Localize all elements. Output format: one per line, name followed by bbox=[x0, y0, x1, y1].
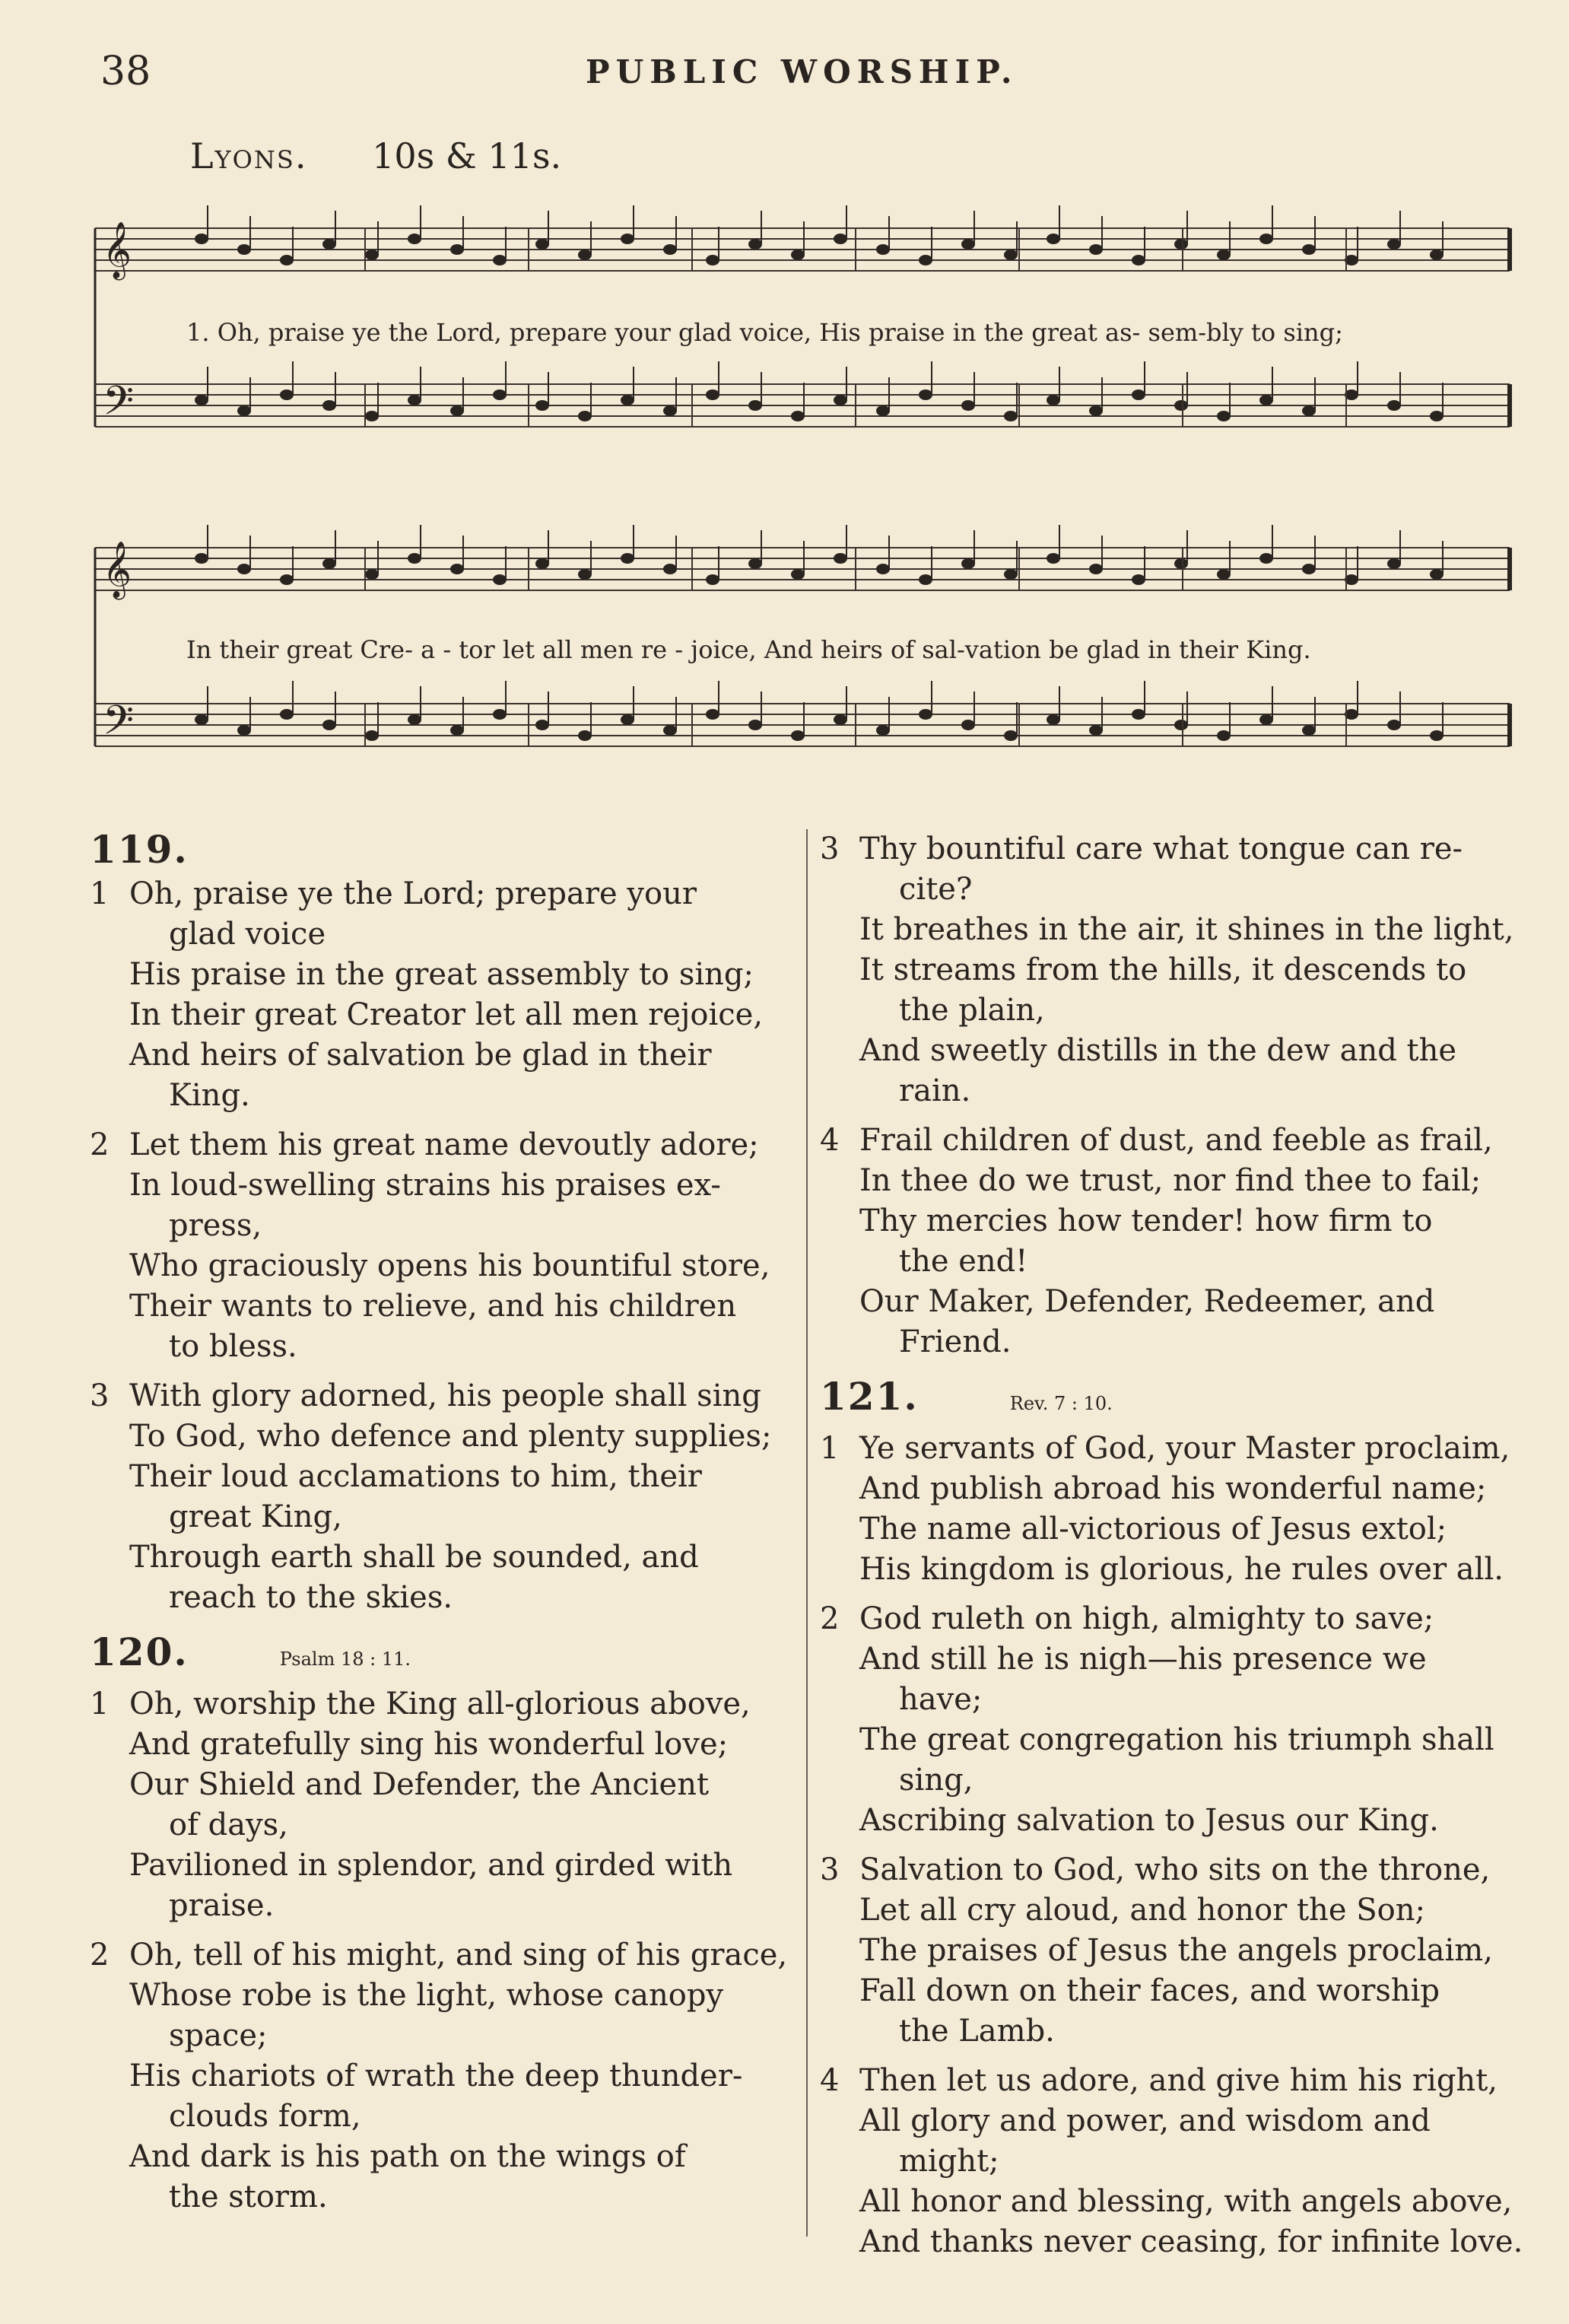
note-head bbox=[791, 250, 805, 260]
tune-meter: 10s & 11s. bbox=[372, 135, 562, 176]
stanza-line: glad voice bbox=[169, 917, 326, 952]
stanza bbox=[820, 1121, 1523, 1362]
stanza-line: And publish abroad his wonderful name; bbox=[859, 1471, 1487, 1506]
note-head bbox=[1004, 250, 1018, 260]
note-head bbox=[1387, 558, 1401, 569]
note-head bbox=[834, 234, 847, 244]
note-head bbox=[1132, 574, 1145, 585]
stanza-line: cite? bbox=[899, 872, 973, 907]
stanza-line: In loud-swelling strains his praises ex- bbox=[129, 1168, 721, 1203]
note-head bbox=[408, 553, 421, 564]
note-head bbox=[876, 564, 890, 574]
note-head bbox=[1430, 250, 1444, 260]
stanza-line bbox=[90, 1684, 797, 1725]
stanza-line: Thy mercies how tender! how firm to bbox=[859, 1203, 1433, 1238]
note-head bbox=[1259, 234, 1273, 244]
line-text: Frail children of dust, and feeble as frail, bbox=[859, 1123, 1493, 1158]
stanza bbox=[820, 829, 1523, 1111]
stanza-line: might; bbox=[899, 2144, 999, 2179]
stanza-line: Their wants to relieve, and his children bbox=[129, 1289, 737, 1324]
note-head bbox=[195, 714, 208, 725]
note-head bbox=[450, 564, 464, 574]
stanza-line: The name all-victorious of Jesus extol; bbox=[859, 1512, 1447, 1547]
stanza bbox=[90, 1684, 797, 1926]
stanza-line bbox=[90, 1125, 797, 1165]
page-number: 38 bbox=[100, 49, 151, 94]
note-head bbox=[1004, 569, 1018, 580]
bass-clef: 𝄢 bbox=[103, 698, 135, 754]
note-head bbox=[493, 389, 507, 400]
note-head bbox=[663, 244, 677, 255]
line-text: Let them his great name devoutly adore; bbox=[129, 1127, 759, 1162]
note-head bbox=[1089, 725, 1103, 736]
stanza-line: space; bbox=[169, 2018, 268, 2053]
note-head bbox=[365, 250, 379, 260]
line-text: God ruleth on high, almighty to save; bbox=[859, 1601, 1434, 1636]
note-head bbox=[621, 234, 634, 244]
stanza-line: to bless. bbox=[169, 1329, 297, 1364]
scripture-reference: Rev. 7 : 10. bbox=[1009, 1393, 1113, 1414]
note-head bbox=[748, 720, 762, 730]
note-head bbox=[195, 395, 208, 405]
stanza-line: It breathes in the air, it shines in the light, bbox=[859, 912, 1514, 947]
note-head bbox=[834, 553, 847, 564]
stanza-line: Who graciously opens his bountiful store, bbox=[129, 1248, 770, 1283]
note-head bbox=[1302, 725, 1316, 736]
note-head bbox=[1089, 244, 1103, 255]
note-head bbox=[919, 709, 932, 720]
stanza-line: And sweetly distills in the dew and the bbox=[859, 1033, 1457, 1068]
note-head bbox=[621, 395, 634, 405]
note-head bbox=[408, 234, 421, 244]
column-divider bbox=[806, 829, 808, 2237]
note-head bbox=[237, 564, 251, 574]
stanza-line: His kingdom is glorious, he rules over all. bbox=[859, 1552, 1504, 1587]
note-head bbox=[322, 558, 336, 569]
lyric-line-2: In their great Cre- a - tor let all men re - joice, And heirs of sal-vation be glad in their King. bbox=[186, 635, 1311, 664]
stanza-line: All honor and blessing, with angels above, bbox=[859, 2184, 1513, 2219]
note-head bbox=[450, 725, 464, 736]
note-head bbox=[195, 234, 208, 244]
stanza-line: Whose robe is the light, whose canopy bbox=[129, 1978, 724, 2013]
stanza-line: reach to the skies. bbox=[169, 1580, 453, 1615]
note-head bbox=[1217, 250, 1231, 260]
note-head bbox=[1174, 720, 1188, 730]
stanza-line: Let all cry aloud, and honor the Son; bbox=[859, 1893, 1425, 1928]
stanza-number: 3 bbox=[90, 1378, 110, 1413]
note-head bbox=[791, 730, 805, 741]
note-head bbox=[663, 564, 677, 574]
stanza-line: rain. bbox=[899, 1073, 971, 1108]
stanza-line: His praise in the great assembly to sing; bbox=[129, 957, 754, 992]
note-head bbox=[1132, 255, 1145, 265]
note-head bbox=[876, 405, 890, 416]
note-head bbox=[408, 714, 421, 725]
stanza-number: 1 bbox=[90, 1687, 110, 1722]
note-head bbox=[706, 574, 719, 585]
text-column-right bbox=[820, 829, 1523, 2276]
line-text: With glory adorned, his people shall sing bbox=[129, 1378, 761, 1413]
treble-clef: 𝄞 bbox=[103, 222, 132, 278]
note-head bbox=[578, 250, 592, 260]
stanza-line: press, bbox=[169, 1208, 262, 1243]
note-head bbox=[1430, 730, 1444, 741]
stanza-line bbox=[820, 1121, 1523, 1161]
stanza-number: 1 bbox=[820, 1431, 840, 1466]
note-head bbox=[408, 395, 421, 405]
note-head bbox=[322, 720, 336, 730]
note-head bbox=[1259, 395, 1273, 405]
note-head bbox=[1174, 558, 1188, 569]
note-head bbox=[1004, 411, 1018, 421]
line-text: Salvation to God, who sits on the throne, bbox=[859, 1852, 1491, 1887]
stanza bbox=[90, 874, 797, 1116]
hymn-121 bbox=[820, 1376, 1523, 2262]
stanza-line: And thanks never ceasing, for infinite love. bbox=[859, 2224, 1523, 2259]
text-column-left bbox=[90, 829, 797, 2231]
bass-clef: 𝄢 bbox=[103, 378, 135, 434]
note-head bbox=[706, 255, 719, 265]
music-system-2 bbox=[0, 502, 1569, 822]
note-head bbox=[919, 255, 932, 265]
note-head bbox=[450, 405, 464, 416]
scripture-reference: Psalm 18 : 11. bbox=[279, 1648, 411, 1670]
stanza-line: the storm. bbox=[169, 2179, 328, 2214]
stanza-line: of days, bbox=[169, 1807, 288, 1842]
note-head bbox=[834, 714, 847, 725]
hymn-120-continued bbox=[820, 829, 1523, 1362]
note-head bbox=[535, 720, 549, 730]
stanza-number: 2 bbox=[820, 1601, 840, 1636]
note-head bbox=[621, 714, 634, 725]
note-head bbox=[1259, 714, 1273, 725]
note-head bbox=[876, 725, 890, 736]
stanza-line: And dark is his path on the wings of bbox=[129, 2139, 686, 2174]
hymn-header bbox=[90, 1629, 797, 1680]
stanza bbox=[90, 1376, 797, 1618]
stanza-number: 2 bbox=[90, 1938, 110, 1973]
stanza-line: Our Shield and Defender, the Ancient bbox=[129, 1767, 710, 1802]
note-head bbox=[748, 400, 762, 411]
stanza-line: the plain, bbox=[899, 993, 1045, 1028]
note-head bbox=[1430, 411, 1444, 421]
note-head bbox=[450, 244, 464, 255]
stanza bbox=[820, 1599, 1523, 1841]
note-head bbox=[280, 574, 294, 585]
note-head bbox=[1430, 569, 1444, 580]
hymn-number: 119. bbox=[90, 827, 189, 872]
stanza-line: And still he is nigh—his presence we bbox=[859, 1642, 1427, 1677]
tune-heading bbox=[190, 135, 561, 176]
stanza-line: King. bbox=[169, 1078, 250, 1113]
note-head bbox=[748, 558, 762, 569]
note-head bbox=[706, 389, 719, 400]
note-head bbox=[535, 400, 549, 411]
note-head bbox=[237, 725, 251, 736]
stanza-number: 3 bbox=[820, 1852, 840, 1887]
stanza-line: have; bbox=[899, 1682, 983, 1717]
note-head bbox=[365, 411, 379, 421]
stanza-line: Ascribing salvation to Jesus our King. bbox=[859, 1803, 1439, 1838]
stanza-line: To God, who defence and plenty supplies; bbox=[129, 1419, 772, 1454]
note-head bbox=[535, 558, 549, 569]
note-head bbox=[280, 255, 294, 265]
line-text: Oh, tell of his might, and sing of his grace, bbox=[129, 1938, 788, 1973]
note-head bbox=[237, 244, 251, 255]
note-head bbox=[748, 239, 762, 250]
stanza-line: Friend. bbox=[899, 1324, 1012, 1359]
note-head bbox=[1047, 234, 1060, 244]
stanza-line bbox=[820, 1850, 1523, 1890]
note-head bbox=[1174, 400, 1188, 411]
stanza-line: Our Maker, Defender, Redeemer, and bbox=[859, 1284, 1435, 1319]
note-head bbox=[791, 569, 805, 580]
note-head bbox=[493, 255, 507, 265]
note-head bbox=[1217, 411, 1231, 421]
note-head bbox=[578, 569, 592, 580]
note-head bbox=[535, 239, 549, 250]
note-head bbox=[1302, 564, 1316, 574]
stanza-number: 2 bbox=[90, 1127, 110, 1162]
note-head bbox=[1174, 239, 1188, 250]
lyric-line-1: 1. Oh, praise ye the Lord, prepare your glad voice, His praise in the great as- sem-bly to sing; bbox=[186, 318, 1343, 347]
note-head bbox=[365, 569, 379, 580]
note-head bbox=[1132, 709, 1145, 720]
note-head bbox=[1047, 714, 1060, 725]
note-head bbox=[578, 730, 592, 741]
stanza-line bbox=[90, 874, 797, 914]
stanza-line: Through earth shall be sounded, and bbox=[129, 1540, 699, 1575]
line-text: Oh, praise ye the Lord; prepare your bbox=[129, 876, 697, 911]
note-head bbox=[834, 395, 847, 405]
note-head bbox=[1302, 405, 1316, 416]
note-head bbox=[1217, 730, 1231, 741]
stanza-line bbox=[820, 829, 1523, 870]
note-head bbox=[919, 389, 932, 400]
note-head bbox=[322, 400, 336, 411]
note-head bbox=[1259, 553, 1273, 564]
stanza-line: The praises of Jesus the angels proclaim, bbox=[859, 1933, 1493, 1968]
note-head bbox=[1387, 720, 1401, 730]
stanza-line bbox=[820, 1429, 1523, 1469]
hymn-number: 120. bbox=[90, 1629, 189, 1674]
note-head bbox=[493, 709, 507, 720]
stanza bbox=[820, 2061, 1523, 2262]
line-text: Ye servants of God, your Master proclaim, bbox=[859, 1431, 1510, 1466]
stanza bbox=[820, 1429, 1523, 1590]
stanza-line: In thee do we trust, nor find thee to fail; bbox=[859, 1163, 1482, 1198]
note-head bbox=[237, 405, 251, 416]
running-title: PUBLIC WORSHIP. bbox=[586, 53, 1018, 91]
note-head bbox=[322, 239, 336, 250]
hymn-120 bbox=[90, 1629, 797, 2217]
stanza-line: Pavilioned in splendor, and girded with bbox=[129, 1848, 733, 1883]
note-head bbox=[961, 558, 975, 569]
note-head bbox=[663, 725, 677, 736]
stanza-line bbox=[90, 1376, 797, 1416]
note-head bbox=[791, 411, 805, 421]
stanza-line: Fall down on their faces, and worship bbox=[859, 1973, 1440, 2008]
stanza-number: 4 bbox=[820, 1123, 840, 1158]
note-head bbox=[706, 709, 719, 720]
note-head bbox=[365, 730, 379, 741]
stanza-line: In their great Creator let all men rejoice, bbox=[129, 997, 764, 1032]
note-head bbox=[280, 389, 294, 400]
tune-name: Lyons. bbox=[190, 135, 308, 176]
stanza-number: 3 bbox=[820, 831, 840, 866]
stanza-line: clouds form, bbox=[169, 2099, 361, 2134]
stanza bbox=[90, 1125, 797, 1367]
note-head bbox=[1004, 730, 1018, 741]
stanza-line: Their loud acclamations to him, their bbox=[129, 1459, 702, 1494]
note-head bbox=[1089, 564, 1103, 574]
note-head bbox=[919, 574, 932, 585]
note-head bbox=[1387, 400, 1401, 411]
stanza bbox=[820, 1850, 1523, 2052]
note-head bbox=[1132, 389, 1145, 400]
hymn-number: 121. bbox=[820, 1374, 919, 1419]
note-head bbox=[961, 239, 975, 250]
note-head bbox=[195, 553, 208, 564]
line-text: Then let us adore, and give him his right, bbox=[859, 2063, 1498, 2098]
note-head bbox=[621, 553, 634, 564]
note-head bbox=[578, 411, 592, 421]
stanza-line: It streams from the hills, it descends to bbox=[859, 952, 1467, 987]
note-head bbox=[876, 244, 890, 255]
stanza-line bbox=[820, 1599, 1523, 1639]
treble-clef: 𝄞 bbox=[103, 542, 132, 598]
stanza-number: 1 bbox=[90, 876, 110, 911]
hymn-119 bbox=[90, 829, 797, 1618]
note-head bbox=[1089, 405, 1103, 416]
stanza bbox=[90, 1935, 797, 2217]
stanza-line bbox=[820, 2061, 1523, 2101]
hymn-header bbox=[820, 1376, 1523, 1424]
note-head bbox=[280, 709, 294, 720]
line-text: Oh, worship the King all-glorious above, bbox=[129, 1687, 751, 1722]
stanza-line: great King, bbox=[169, 1499, 342, 1534]
note-head bbox=[961, 720, 975, 730]
stanza-line: And heirs of salvation be glad in their bbox=[129, 1038, 712, 1073]
note-head bbox=[1302, 244, 1316, 255]
stanza-line: the Lamb. bbox=[899, 2014, 1055, 2049]
note-head bbox=[1047, 395, 1060, 405]
hymn-header bbox=[90, 829, 797, 870]
stanza-line: sing, bbox=[899, 1763, 973, 1798]
note-head bbox=[493, 574, 507, 585]
stanza-line: the end! bbox=[899, 1244, 1028, 1279]
music-system-1 bbox=[0, 183, 1569, 502]
stanza-line bbox=[90, 1935, 797, 1976]
line-text: Thy bountiful care what tongue can re- bbox=[859, 831, 1463, 866]
stanza-line: The great congregation his triumph shall bbox=[859, 1722, 1494, 1757]
note-head bbox=[1047, 553, 1060, 564]
note-head bbox=[961, 400, 975, 411]
stanza-line: praise. bbox=[169, 1888, 275, 1923]
note-head bbox=[663, 405, 677, 416]
note-head bbox=[1217, 569, 1231, 580]
stanza-line: His chariots of wrath the deep thunder- bbox=[129, 2059, 743, 2094]
stanza-line: And gratefully sing his wonderful love; bbox=[129, 1727, 729, 1762]
stanza-line: All glory and power, and wisdom and bbox=[859, 2103, 1431, 2138]
note-head bbox=[1387, 239, 1401, 250]
stanza-number: 4 bbox=[820, 2063, 840, 2098]
